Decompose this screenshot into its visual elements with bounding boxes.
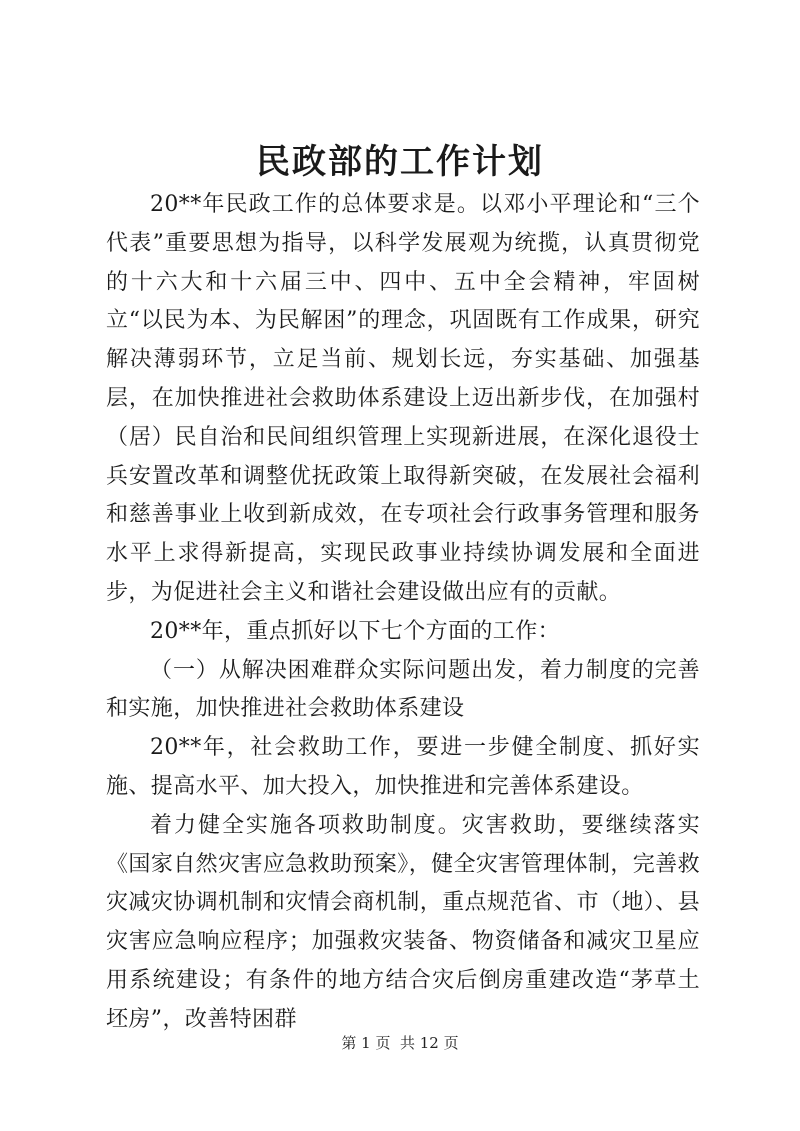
document-body [106, 186, 700, 1040]
paragraph-social-assistance: 20**年，社会救助工作，要进一步健全制度、抓好实施、提高水平、加大投入，加快推进和完善体系建设。 [106, 735, 700, 799]
page-footer [0, 1033, 800, 1053]
document-title: 民政部的工作计划 [256, 142, 544, 182]
paragraph-seven-tasks-intro: 20**年，重点抓好以下七个方面的工作： [150, 618, 560, 644]
page-number: 第 1 页 共 12 页 [341, 1034, 459, 1052]
paragraph-overall-requirements: 20**年民政工作的总体要求是。以邓小平理论和“三个代表”重要思想为指导，以科学发展观为统揽，认真贯彻党的十六大和十六届三中、四中、五中全会精神，牢固树立“以民为本、为民解困”的理念，巩固既有工作成果，研究解决薄弱环节，立足当前、规划长远，夯实基础、加强基层，在加快推进社会救助体系建设上迈出新步伐，在加强村（居）民自治和民间组织管理上实现新进展，在深化退役士兵安置改革和调整优抚政策上取得新突破，在发展社会福利和慈善事业上收到新成效，在专项社会行政事务管理和服务水平上求得新提高，实现民政事业持续协调发展和全面进步，为促进社会主义和谐社会建设做出应有的贡献。 [106, 192, 700, 605]
paragraph-disaster-relief: 着力健全实施各项救助制度。灾害救助，要继续落实《国家自然灾害应急救助预案》，健全灾害管理体制，完善救灾减灾协调机制和灾情会商机制，重点规范省、市（地）、县灾害应急响应程序；加强救灾装备、物资储备和减灾卫星应用系统建设；有条件的地方结合灾后倒房重建改造“茅草土坯房”，改善特困群 [106, 812, 700, 1032]
paragraph-section-one-heading: （一）从解决困难群众实际问题出发，着力制度的完善和实施，加快推进社会救助体系建设 [106, 657, 700, 722]
